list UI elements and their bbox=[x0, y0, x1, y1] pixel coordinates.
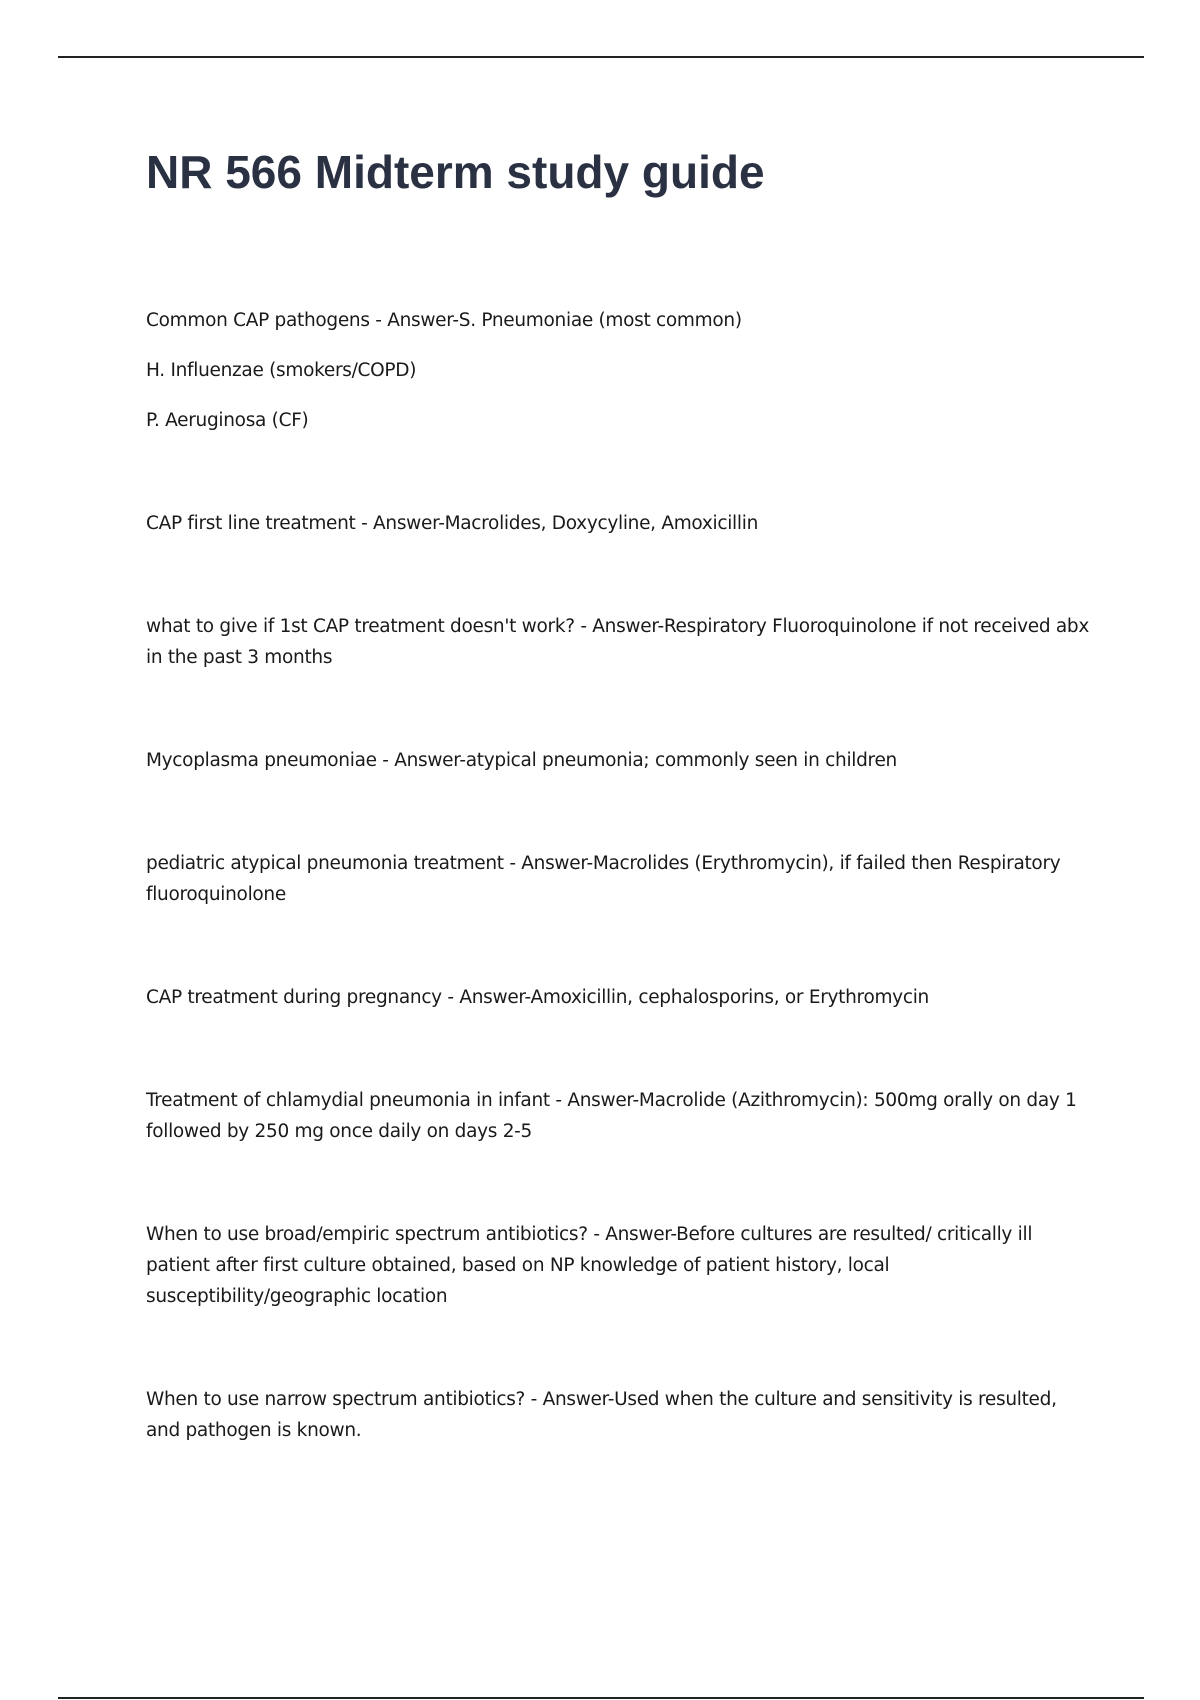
entry-common-cap-pathogens: Common CAP pathogens - Answer-S. Pneumoniae (most common) bbox=[146, 310, 742, 331]
entry-mycoplasma: Mycoplasma pneumoniae - Answer-atypical pneumonia; commonly seen in children bbox=[146, 750, 897, 771]
document-body bbox=[146, 305, 1096, 1446]
entry-chlamydial-infant: Treatment of chlamydial pneumonia in infant - Answer-Macrolide (Azithromycin): 500mg orally on day 1 followed by 250 mg once daily on days 2-5 bbox=[146, 1090, 1077, 1142]
entry-broad-spectrum: When to use broad/empiric spectrum antibiotics? - Answer-Before cultures are resulted/ critically ill patient after first culture obtained, based on NP knowledge of patient history, local susceptibility/geographic location bbox=[146, 1224, 1033, 1307]
entry-cap-second-line: what to give if 1st CAP treatment doesn't work? - Answer-Respiratory Fluoroquinolone if not received abx in the past 3 months bbox=[146, 616, 1090, 668]
entry-p-aeruginosa: P. Aeruginosa (CF) bbox=[146, 410, 309, 431]
entry-pediatric-atypical: pediatric atypical pneumonia treatment - Answer-Macrolides (Erythromycin), if failed then Respiratory fluoroquinolone bbox=[146, 853, 1061, 905]
entry-narrow-spectrum: When to use narrow spectrum antibiotics? - Answer-Used when the culture and sensitivity is resulted, and pathogen is known. bbox=[146, 1389, 1057, 1441]
entry-h-influenzae: H. Influenzae (smokers/COPD) bbox=[146, 360, 417, 381]
top-divider bbox=[58, 56, 1144, 58]
entry-cap-pregnancy: CAP treatment during pregnancy - Answer-Amoxicillin, cephalosporins, or Erythromycin bbox=[146, 987, 929, 1008]
entry-cap-first-line: CAP first line treatment - Answer-Macrolides, Doxycyline, Amoxicillin bbox=[146, 513, 759, 534]
page-title: NR 566 Midterm study guide bbox=[146, 146, 765, 198]
bottom-divider bbox=[58, 1697, 1144, 1699]
